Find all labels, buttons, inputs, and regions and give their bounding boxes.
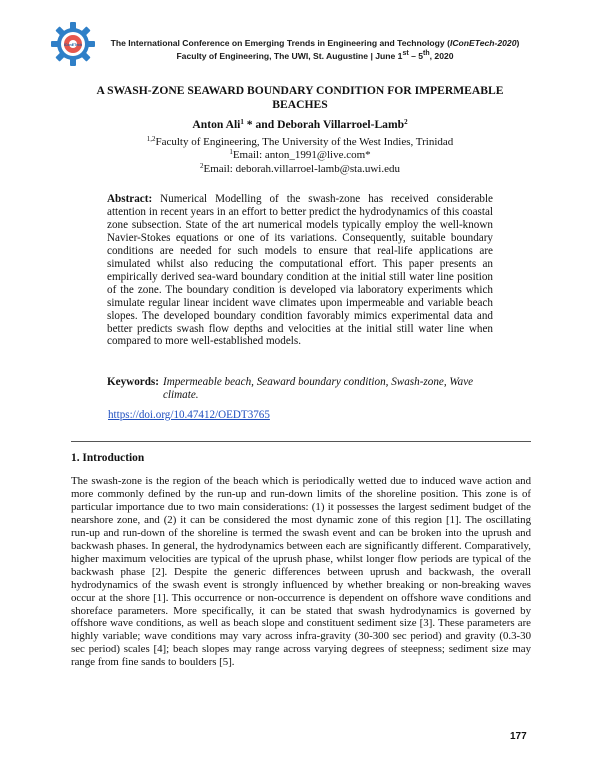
logo-caption: IConETech — [63, 43, 83, 47]
email-author-1: $^1$Email: anton_1991@live.com* — [229, 148, 371, 162]
paper-title: A SWASH-ZONE SEAWARD BOUNDARY CONDITION FOR IMPERMEABLE BEACHES — [96, 84, 504, 111]
keywords-label: Keywords: — [107, 376, 159, 388]
keywords-text: Impermeable beach, Seaward boundary condition, Swash-zone, Wave climate. — [162, 376, 474, 401]
affiliation: $^{1,2}$Faculty of Engineering, The University of the West Indies, Trinidad — [146, 135, 454, 148]
keywords — [107, 376, 493, 402]
affiliation-block — [80, 136, 520, 176]
introduction-paragraph: The swash-zone is the region of the beach which is periodically wetted due to induced wave action and more commonly defined by the run-up and run-down limits of the shoreline position. This zone is of particular importance due to two main considerations: (1) it possesses the largest sediment budget of the nearshore zone, and (2) it can be considered the most dynamic zone of this region [1]. The oscillating run-up and run-down of the shoreline is termed the swash event and can be broken into the uprush and backwash phases. In general, the hydrodynamics between each are significantly different. Comparatively, higher maximum velocities are typical of the uprush phase, whilst longer flow periods are typical of the backwash phase [2]. Despite the generic differences between uprush and backwash, the overall hydrodynamics of the swash event is strongly influenced by whether breaking or non-breaking waves occur at the shore [1]. This occurrence or non-occurrence is dependent on offshore wave conditions and shoreface parameters. More specifically, it can be stated that swash hydrodynamics is governed by offshore wave conditions, as well as beach slope and constituent sediment size [3]. These parameters are highly variable; wave conditions may vary across infra-gravity (30-300 sec period) and gravity (0.3-30 sec period) scales [4]; beach slopes may range across varying degrees of steepness; sediment size may range from fine sands to boulders [5]. — [71, 475, 531, 669]
author-line: Anton Ali$^1$ * and Deborah Villarroel-Lamb$^2$ — [192, 118, 408, 131]
section-divider — [71, 441, 531, 442]
email-author-2: $^2$Email: deborah.villarroel-lamb@sta.uwi.edu — [200, 161, 400, 175]
gear-logo-icon — [50, 21, 96, 67]
page-number: 177 — [510, 731, 527, 742]
conference-title-line: The International Conference on Emerging Trends in Engineering and Technology (IConETech-2020) — [110, 38, 520, 48]
conference-header — [100, 37, 530, 63]
author-2: and Deborah Villarroel-Lamb — [252, 118, 405, 131]
conference-date-line: Faculty of Engineering, The UWI, St. Augustine | June 1st – 5th, 2020 — [176, 50, 454, 61]
abstract-label: Abstract: — [107, 193, 153, 205]
abstract-text: Numerical Modelling of the swash-zone has received considerable attention in recent years in an effort to better predict the hydrodynamics of this coastal zone subsection. State of the art numerical models typically employ the well-known Navier-Stokes equations or one of its variations. Consequently, suitable boundary conditions are needed for such models to ensure that real-life applications are simulated whilst also reducing the computational effort. This paper presents an empirically derived sea-ward boundary condition at the initial still water line position of the zone. The boundary condition is developed via laboratory experiments which simulate regular linear incident wave climates upon impermeable and variable beach slopes. The developed boundary condition favorably mimics experimental data and better predicts swash flow depths and velocities at the initial still water line when compared to more well-established models. — [107, 193, 493, 348]
author-1: Anton Ali — [192, 118, 241, 131]
abstract — [107, 193, 493, 348]
doi-link[interactable]: https://doi.org/10.47412/OEDT3765 — [108, 409, 270, 421]
conference-logo — [50, 21, 96, 67]
section-heading-introduction: 1. Introduction — [71, 452, 145, 464]
conference-abbreviation: IConETech-2020 — [449, 38, 517, 48]
